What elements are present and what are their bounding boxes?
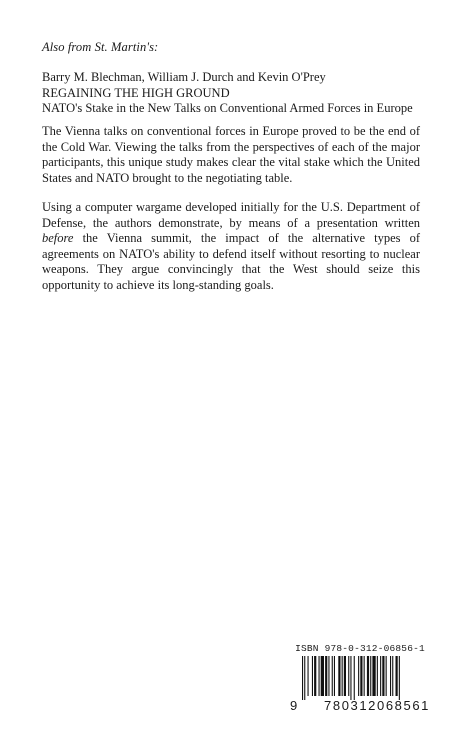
book-title: REGAINING THE HIGH GROUND (42, 85, 230, 100)
barcode-bar (334, 656, 335, 696)
barcode-bar (348, 656, 349, 696)
barcode-bar (370, 656, 371, 696)
barcode-bar (372, 656, 375, 696)
barcode-bar (380, 656, 381, 696)
barcode-bar (302, 656, 303, 700)
book-listing (42, 70, 432, 117)
isbn-barcode (290, 643, 430, 717)
barcode-bar (367, 656, 369, 696)
book-subtitle: NATO's Stake in the New Talks on Conventional Armed Forces in Europe (42, 101, 413, 115)
barcode-bar (360, 656, 362, 696)
barcode-bar (358, 656, 359, 696)
ean-digits-row (290, 698, 430, 713)
barcode-bar (344, 656, 346, 696)
barcode-bar (350, 656, 351, 700)
barcode-bar (338, 656, 340, 696)
barcode-bar (377, 656, 378, 696)
barcode-bar (314, 656, 316, 696)
barcode-bar (354, 656, 355, 700)
barcode-bar (312, 656, 313, 696)
paragraph-2-emphasis: before (42, 231, 74, 245)
barcode-bar (304, 656, 305, 700)
barcode-bar (319, 656, 320, 696)
barcode-bar (325, 656, 327, 696)
barcode-bar (328, 656, 329, 696)
ean-digits: 780312068561 (324, 698, 430, 713)
book-authors: Barry M. Blechman, William J. Durch and Kevin O'Prey (42, 70, 326, 84)
ean-lead-digit: 9 (290, 698, 298, 713)
barcode-bar (392, 656, 393, 696)
description-paragraph-2 (42, 200, 420, 293)
barcode-bar (399, 656, 400, 700)
barcode-bar (396, 656, 398, 696)
barcode-bar (321, 656, 324, 696)
barcode-bar (386, 656, 387, 696)
barcode-bar (390, 656, 391, 696)
also-from-heading: Also from St. Martin's: (42, 40, 159, 54)
barcode-bar (382, 656, 384, 696)
barcode-bar (364, 656, 365, 696)
barcode-bar (342, 656, 343, 696)
isbn-label: ISBN 978-0-312-06856-1 (295, 643, 425, 654)
paragraph-2-part-2: the Vienna summit, the impact of the alternative types of agreements on NATO's ability to defend itself without resorting to nuclear weapons. They argue convincingly that the West should seize this opportunity to achieve its long-standing goals. (42, 231, 420, 292)
description-paragraph-1: The Vienna talks on conventional forces in Europe proved to be the end of the Cold War. Viewing the talks from the perspectives of each of the major participants, this unique study makes clear the vital stake which the United States and NATO brought to the negotiating table. (42, 124, 420, 185)
barcode-bar (308, 656, 309, 696)
barcode-bar (332, 656, 333, 696)
paragraph-2-part-1: Using a computer wargame developed initially for the U.S. Department of Defense, the authors demonstrate, by means of a presentation written (42, 200, 420, 230)
barcode-bars (290, 656, 430, 700)
